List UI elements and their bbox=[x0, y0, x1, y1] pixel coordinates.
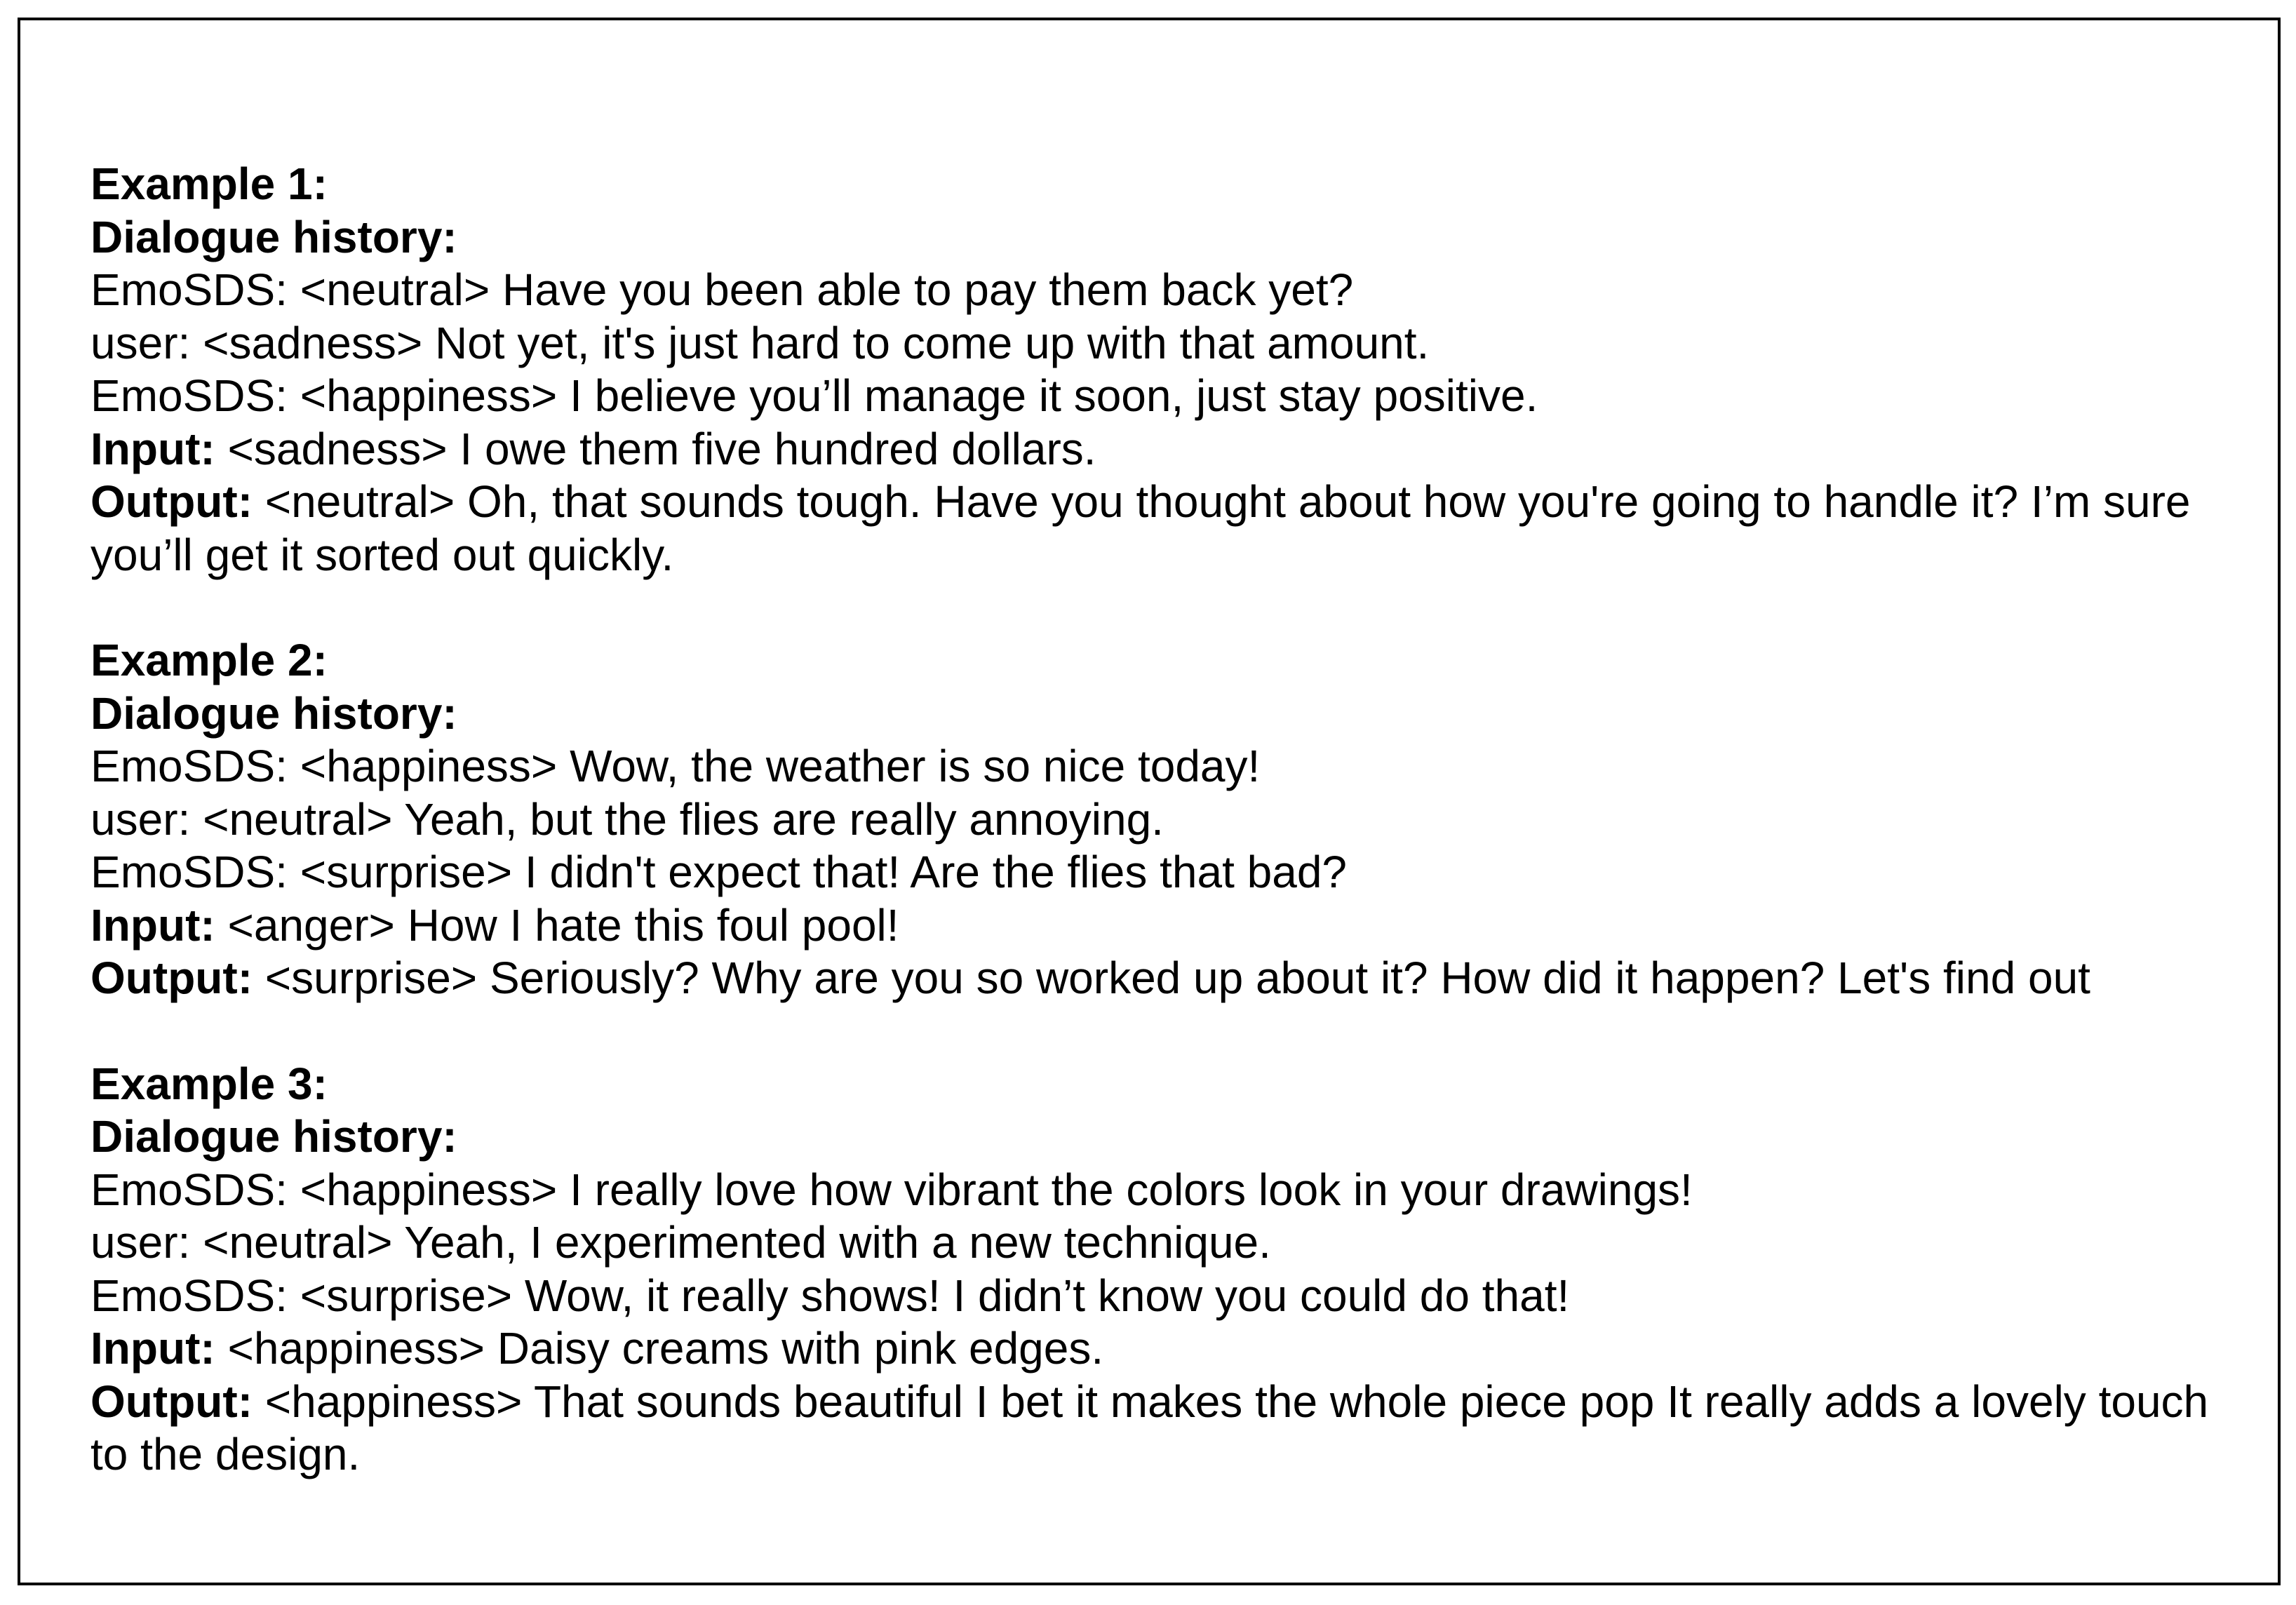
speaker-label: EmoSDS: bbox=[90, 1164, 288, 1215]
output-line bbox=[90, 1376, 2237, 1482]
example-block-1 bbox=[90, 158, 2237, 582]
output-line bbox=[90, 476, 2237, 582]
input-line bbox=[90, 899, 2237, 953]
history-turn bbox=[90, 264, 2237, 317]
input-text: I owe them five hundred dollars. bbox=[459, 423, 1096, 474]
emotion-tag: <surprise> bbox=[264, 953, 478, 1003]
history-turn bbox=[90, 317, 2237, 370]
example-block-2 bbox=[90, 634, 2237, 1005]
utterance-text: Yeah, I experimented with a new technique. bbox=[404, 1217, 1271, 1268]
document-frame bbox=[18, 18, 2281, 1585]
emotion-tag: <happiness> bbox=[300, 741, 558, 791]
emotion-tag: <neutral> bbox=[203, 1217, 393, 1268]
utterance-text: I really love how vibrant the colors look in your drawings! bbox=[570, 1164, 1693, 1215]
utterance-text: Not yet, it's just hard to come up with that amount. bbox=[434, 317, 1430, 368]
dialogue-history-label: Dialogue history: bbox=[90, 1111, 457, 1162]
emotion-tag: <surprise> bbox=[300, 847, 513, 897]
output-line bbox=[90, 952, 2237, 1005]
speaker-label: EmoSDS: bbox=[90, 370, 288, 421]
utterance-text: I didn't expect that! Are the flies that bad? bbox=[524, 847, 1347, 897]
input-text: How I hate this foul pool! bbox=[407, 899, 899, 951]
input-label: Input: bbox=[90, 423, 215, 474]
input-line bbox=[90, 423, 2237, 476]
speaker-label: EmoSDS: bbox=[90, 847, 288, 897]
output-text: That sounds beautiful I bet it makes the whole piece pop It really adds a lovely touch to the design. bbox=[90, 1376, 2209, 1479]
utterance-text: I believe you’ll manage it soon, just stay positive. bbox=[570, 370, 1538, 421]
output-label: Output: bbox=[90, 953, 253, 1003]
example-title: Example 2: bbox=[90, 635, 328, 685]
speaker-label: user: bbox=[90, 317, 191, 368]
emotion-tag: <happiness> bbox=[227, 1323, 485, 1374]
speaker-label: EmoSDS: bbox=[90, 264, 288, 315]
emotion-tag: <surprise> bbox=[300, 1270, 513, 1321]
input-text: Daisy creams with pink edges. bbox=[497, 1323, 1104, 1374]
emotion-tag: <sadness> bbox=[203, 317, 423, 368]
emotion-tag: <happiness> bbox=[300, 1164, 558, 1215]
speaker-label: user: bbox=[90, 793, 191, 845]
speaker-label: EmoSDS: bbox=[90, 1270, 288, 1321]
output-label: Output: bbox=[90, 1376, 253, 1427]
history-turn bbox=[90, 793, 2237, 847]
emotion-tag: <anger> bbox=[227, 899, 395, 951]
output-text: Oh, that sounds tough. Have you thought about how you're going to handle it? I’m sure you’ll get it sorted out quickly. bbox=[90, 476, 2191, 580]
history-turn bbox=[90, 1270, 2237, 1323]
output-label: Output: bbox=[90, 476, 253, 527]
emotion-tag: <neutral> bbox=[203, 793, 393, 845]
examples-container bbox=[90, 158, 2237, 1534]
speaker-label: EmoSDS: bbox=[90, 741, 288, 791]
example-block-3 bbox=[90, 1058, 2237, 1482]
history-turn bbox=[90, 846, 2237, 899]
utterance-text: Wow, the weather is so nice today! bbox=[570, 741, 1261, 791]
emotion-tag: <happiness> bbox=[264, 1376, 523, 1427]
utterance-text: Yeah, but the flies are really annoying. bbox=[404, 793, 1164, 845]
history-turn bbox=[90, 1216, 2237, 1270]
dialogue-history-label: Dialogue history: bbox=[90, 211, 457, 262]
output-text: Seriously? Why are you so worked up about it? How did it happen? Let's find out bbox=[489, 953, 2090, 1003]
history-turn bbox=[90, 740, 2237, 793]
history-turn bbox=[90, 370, 2237, 423]
dialogue-history-label: Dialogue history: bbox=[90, 687, 457, 739]
emotion-tag: <neutral> bbox=[264, 476, 455, 527]
emotion-tag: <sadness> bbox=[227, 423, 448, 474]
utterance-text: Have you been able to pay them back yet? bbox=[502, 264, 1354, 315]
speaker-label: user: bbox=[90, 1217, 191, 1268]
history-turn bbox=[90, 1164, 2237, 1217]
utterance-text: Wow, it really shows! I didn’t know you could do that! bbox=[524, 1270, 1570, 1321]
example-title: Example 1: bbox=[90, 159, 328, 209]
input-label: Input: bbox=[90, 1323, 215, 1374]
input-label: Input: bbox=[90, 899, 215, 951]
input-line bbox=[90, 1322, 2237, 1376]
emotion-tag: <happiness> bbox=[300, 370, 558, 421]
emotion-tag: <neutral> bbox=[300, 264, 490, 315]
example-title: Example 3: bbox=[90, 1058, 328, 1109]
